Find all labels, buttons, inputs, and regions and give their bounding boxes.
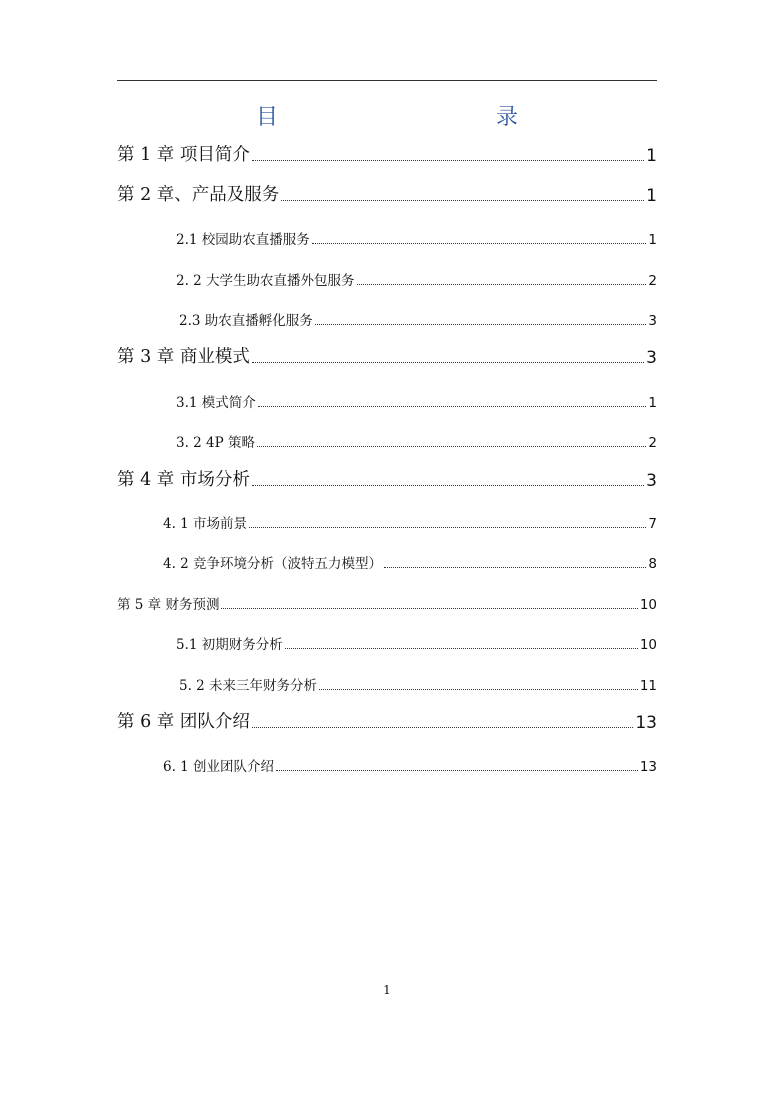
toc-entry-label: 4. 1 市场前景 (163, 516, 248, 532)
toc-entry-page: 10 (639, 637, 657, 653)
toc-entry-label: 第 5 章 财务预测 (117, 597, 220, 613)
toc-entry-label: 6. 1 创业团队介绍 (163, 759, 275, 775)
toc-entry-page: 1 (646, 146, 657, 166)
toc-entry-page: 1 (648, 232, 657, 248)
toc-entry-page: 8 (648, 556, 657, 572)
toc-entry-page: 1 (648, 395, 657, 411)
toc-entry-page: 7 (648, 516, 657, 532)
toc-entry-label: 2.3 助农直播孵化服务 (179, 313, 313, 329)
toc-entry-page: 3 (646, 471, 657, 491)
toc-entry-label: 第 3 章 商业模式 (117, 347, 250, 367)
toc-entry-page: 2 (648, 435, 657, 451)
toc-entry-chapter-5[interactable] (117, 589, 657, 613)
footer-page-number: 1 (383, 983, 391, 997)
toc-entry-4-1[interactable] (163, 508, 657, 532)
header-rule (117, 80, 657, 81)
toc-entry-chapter-1[interactable] (117, 142, 657, 166)
toc-leader (257, 436, 646, 447)
toc-entry-page: 13 (635, 713, 657, 733)
toc-entry-page: 10 (639, 597, 657, 613)
toc-leader (384, 557, 646, 568)
toc-entry-label: 2.1 校园助农直播服务 (176, 232, 310, 248)
toc-entry-3-1[interactable] (176, 387, 657, 411)
toc-entry-6-1[interactable] (163, 751, 657, 775)
toc-leader (319, 679, 638, 690)
toc-leader (249, 517, 646, 528)
toc-entry-page: 2 (648, 273, 657, 289)
toc-entry-label: 5. 2 未来三年财务分析 (179, 678, 318, 694)
toc-leader (281, 190, 644, 201)
toc-entry-label: 第 4 章 市场分析 (117, 470, 250, 490)
toc-leader (315, 314, 647, 325)
toc-leader (285, 638, 638, 649)
toc-leader (252, 717, 634, 728)
toc-entry-2-3[interactable] (179, 305, 657, 329)
toc-entry-4-2[interactable] (163, 548, 657, 572)
toc-entry-label: 4. 2 竞争环境分析（波特五力模型） (163, 556, 383, 572)
toc-leader (252, 150, 644, 161)
toc-entry-page: 13 (639, 759, 657, 775)
toc-entry-label: 3.1 模式简介 (176, 395, 256, 411)
toc-entry-chapter-2[interactable] (117, 182, 657, 206)
toc-entry-page: 11 (639, 678, 657, 694)
toc-leader (276, 760, 638, 771)
toc-entry-2-1[interactable] (176, 224, 657, 248)
toc-entry-page: 3 (648, 313, 657, 329)
toc-entry-5-1[interactable] (176, 629, 657, 653)
toc-leader (221, 598, 637, 609)
toc-entry-label: 第 1 章 项目简介 (117, 145, 250, 165)
toc-leader (258, 396, 647, 407)
toc-entry-page: 3 (646, 348, 657, 368)
toc-entry-2-2[interactable] (176, 265, 657, 289)
toc-entry-label: 2. 2 大学生助农直播外包服务 (176, 273, 355, 289)
toc-entry-label: 5.1 初期财务分析 (176, 637, 283, 653)
toc-leader (312, 233, 647, 244)
toc-entry-page: 1 (646, 186, 657, 206)
toc-entry-chapter-6[interactable] (117, 709, 657, 733)
toc-leader (357, 274, 647, 285)
toc-entry-chapter-3[interactable] (117, 344, 657, 368)
toc-entry-label: 3. 2 4P 策略 (176, 435, 256, 451)
toc-entry-chapter-4[interactable] (117, 467, 657, 491)
toc-leader (252, 475, 644, 486)
toc-entry-5-2[interactable] (179, 670, 657, 694)
toc-leader (252, 352, 644, 363)
toc-entry-label: 第 2 章、产品及服务 (117, 185, 280, 205)
toc-entry-label: 第 6 章 团队介绍 (117, 712, 250, 732)
toc-title: 目 录 (255, 105, 576, 130)
toc-entry-3-2[interactable] (176, 427, 657, 451)
